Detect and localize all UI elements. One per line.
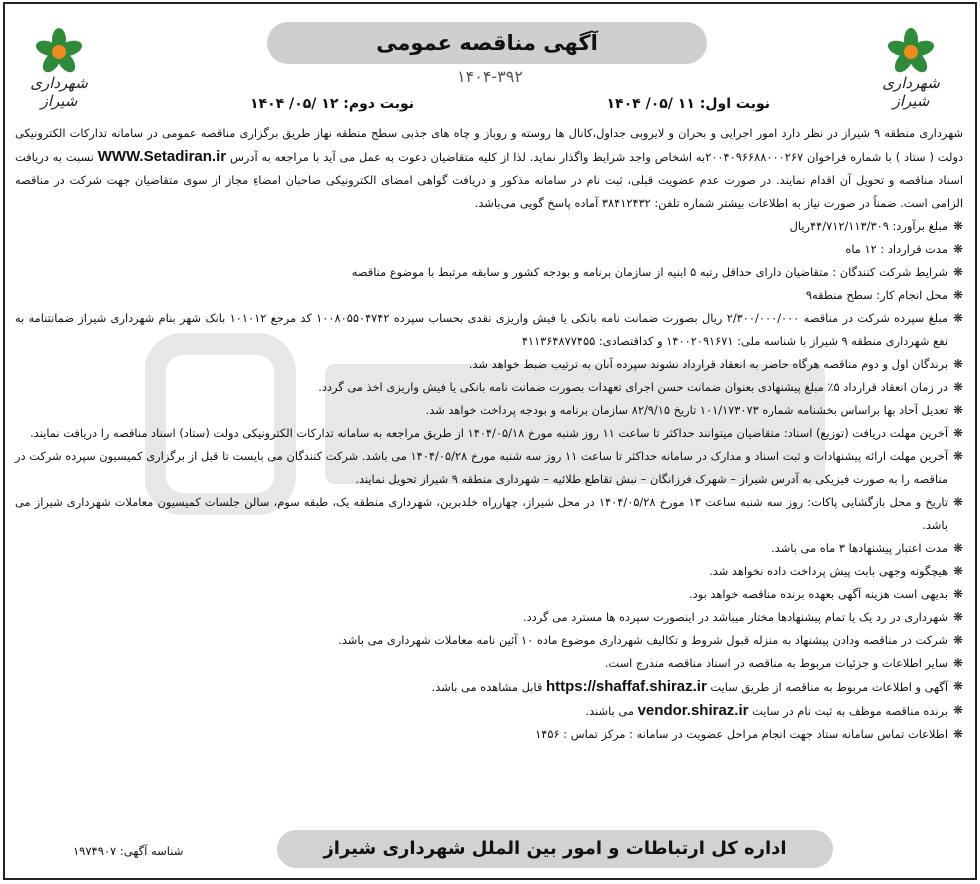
municipality-logo-secondary (19, 28, 99, 110)
list-item: ❋ تاریخ و محل بازگشایی پاکات: روز سه شنبه ساعت ۱۳ مورخ ۱۴۰۴/۰۵/۲۸ در محل شیراز، چهارراه خلدبرین، شهرداری منطقه یک، طبقه سوم، سالن جلسات کمیسیون معاملات شهرداری شیراز می باشد. (15, 491, 963, 537)
list-item: ❋ تعدیل آحاد بها براساس بخشنامه شماره ۱۰۱/۱۷۳۰۷۳ تاریخ ۸۲/۹/۱۵ سازمان برنامه و بودجه پرداخت خواهد شد. (15, 399, 963, 422)
page-title: آگهی مناقصه عمومی (267, 22, 707, 64)
shaffaf-link[interactable]: https://shaffaf.shiraz.ir (545, 678, 707, 695)
bullet-icon: ❋ (952, 265, 963, 279)
list-item: ❋ مبلغ سپرده شرکت در مناقصه ۲/۳۰۰/۰۰۰/۰۰۰ ریال بصورت ضمانت نامه بانکی یا فیش واریزی نقدی بحساب سپرده ۱۰۰۸۰۵۵۰۴۷۴۲ کد مرجع ۱۰۱۰۱۲ بانک شهر بنام شهرداری شیراز ضمانتنامه به نفع شهرداری منطقه ۹ شیراز با شناسه ملی: ۱۴۰۰۲۰۹۱۶۷۱ و کداقتصادی: ۴۱۱۳۶۴۸۷۷۴۵۵ (15, 307, 963, 353)
list-item: ❋ سایر اطلاعات و جزئیات مربوط به مناقصه در اسناد مناقصه مندرج است. (15, 652, 963, 675)
list-item: ❋ مبلغ برآورد: ۴۴/۷۱۲/۱۱۳/۳۰۹ریال (15, 215, 963, 238)
bullet-icon: ❋ (952, 587, 963, 601)
bullet-icon: ❋ (952, 727, 963, 741)
list-item: ❋ برندگان اول و دوم مناقصه هرگاه حاضر به انعقاد قرارداد نشوند سپرده آنان به ترتیب ضبط خواهد شد. (15, 353, 963, 376)
list-item-shaffaf: ❋ آگهی و اطلاعات مربوط به مناقصه از طریق سایت https://shaffaf.shiraz.ir قابل مشاهده می باشد. (15, 675, 963, 699)
bullet-icon: ❋ (952, 564, 963, 578)
bullet-icon: ❋ (952, 288, 963, 302)
bullet-icon: ❋ (952, 633, 963, 647)
tender-notice (3, 2, 977, 880)
list-item: ❋ آخرین مهلت ارائه پیشنهادات و ثبت اسناد و مدارک در سامانه حداکثر تا ساعت ۱۱ روز سه شنبه مورخ ۱۴۰۴/۰۵/۲۸ می باشد. شرکت کنندگان می بایست تا قبل از برگزاری کمیسیون سپرده شرکت در مناقصه را به صورت فیزیکی به آدرس شیراز – شهرک فرزانگان – نبش تقاطع طلائیه – شهرداری منطقه ۹ شیراز تحویل نمایند. (15, 445, 963, 491)
bullet-icon: ❋ (952, 703, 963, 717)
bullet-icon: ❋ (952, 541, 963, 555)
intro-paragraph (15, 122, 963, 215)
intro-text-1: شهرداری منطقه ۹ شیراز در نظر دارد امور اجرایی و بحران و لایروبی جداول،کانال ها روسته و روباز و چاه های جذبی سطح منطقه نهاز طریق برگزاری مناقصه عمومی در سامانه تدارکات الکترونیکی دولت ( ستاد ) با شماره فراخوان ۲۰۰۴۰۹۶۶۸۸۰۰۰۲۶۷به اشخاص واجد شرایط واگذار نماید. لذا از کلیه متقاضیان دعوت به عمل می آید با مراجعه به آدرس (15, 126, 964, 164)
setadiran-link[interactable]: WWW.Setadiran.ir (97, 148, 227, 165)
intro-text-2: نسبت به دریافت اسناد مناقصه و تحویل آن اقدام نمایند. در صورت عدم عضویت قبلی، ثبت نام در سامانه مذکور و دریافت گواهی امضای الکترونیکی صاحبان امضاءِ مجاز از سوی متقاضیان جهت شرکت در مناقصه الزامی است. ضمناً در صورت نیاز به اطلاعات بیشتر شماره تلفن: ۳۸۴۱۲۴۳۲ آماده پاسخ گویی می‌باشد. (15, 150, 963, 210)
notice-body (15, 122, 963, 746)
bullet-icon: ❋ (952, 610, 963, 624)
bullet-icon: ❋ (952, 311, 963, 325)
list-item: ❋ محل انجام کار: سطح منطقه۹ (15, 284, 963, 307)
logo-text: شهرداری شیراز (882, 74, 940, 110)
ad-id: شناسه آگهی: ۱۹۷۴۹۰۷ (73, 844, 184, 858)
list-item: ❋ شهرداری در رد یک یا تمام پیشنهادها مختار میباشد در اینصورت سپرده ها مسترد می گردد. (15, 606, 963, 629)
list-item: ❋ مدت اعتبار پیشنهادها ۳ ماه می باشد. (15, 537, 963, 560)
list-item: ❋ آخرین مهلت دریافت (توزیع) اسناد: متقاضیان میتوانند حداکثر تا ساعت ۱۱ روز شنبه مورخ ۱۴۰۴/۰۵/۱۸ از طریق مراجعه به سامانه تدارکات الکترونیکی دولت (ستاد) اسناد مناقصه را دریافت نمایند. (15, 422, 963, 445)
bullet-icon: ❋ (952, 219, 963, 233)
footer-banner: اداره کل ارتباطات و امور بین الملل شهرداری شیراز (277, 830, 833, 868)
bullet-icon: ❋ (952, 380, 963, 394)
bullet-icon: ❋ (952, 495, 963, 509)
tender-number: ۱۴۰۴-۳۹۲ (457, 67, 523, 86)
bullet-icon: ❋ (952, 426, 963, 440)
list-item-contact: ❋ اطلاعات تماس سامانه ستاد جهت انجام مراحل عضویت در سامانه : مرکز تماس : ۱۴۵۶ (15, 723, 963, 746)
bullet-icon: ❋ (952, 679, 963, 693)
list-item: ❋ بدیهی است هزینه آگهی بعهده برنده مناقصه خواهد بود. (15, 583, 963, 606)
list-item-vendor: ❋ برنده مناقصه موظف به ثبت نام در سایت vendor.shiraz.ir می باشند. (15, 699, 963, 723)
bullet-icon: ❋ (952, 357, 963, 371)
logo-text-secondary: شهرداری شیراز (30, 74, 88, 110)
list-item: ❋ شرایط شرکت کنندگان : متقاضیان دارای حداقل رتبه ۵ ابنیه از سازمان برنامه و بودجه کشور و سابقه مرتبط با موضوع مناقصه (15, 261, 963, 284)
municipality-logo (871, 28, 951, 110)
list-item: ❋ شرکت در مناقصه ودادن پیشنهاد به منزله قبول شروط و تکالیف شهرداری موضوع ماده ۱۰ آئین نامه معاملات شهرداری می باشد. (15, 629, 963, 652)
list-item: ❋ هیچگونه وجهی بابت پیش پرداخت داده نخواهد شد. (15, 560, 963, 583)
bullet-icon: ❋ (952, 242, 963, 256)
conditions-list (15, 215, 963, 746)
list-item: ❋ مدت قرارداد : ۱۲ ماه (15, 238, 963, 261)
list-item: ❋ در زمان انعقاد قرارداد ۵٪ مبلغ پیشنهادی بعنوان ضمانت حسن اجرای تعهدات بصورت ضمانت نامه بانکی یا فیش واریزی اخذ می گردد. (15, 376, 963, 399)
bullet-icon: ❋ (952, 449, 963, 463)
bullet-icon: ❋ (952, 656, 963, 670)
bullet-icon: ❋ (952, 403, 963, 417)
vendor-link[interactable]: vendor.shiraz.ir (637, 702, 749, 719)
round-two-date: نوبت دوم: ۱۲ /۰۵/ ۱۴۰۴ (250, 96, 414, 112)
round-one-date: نوبت اول: ۱۱ /۰۵/ ۱۴۰۴ (606, 96, 770, 112)
